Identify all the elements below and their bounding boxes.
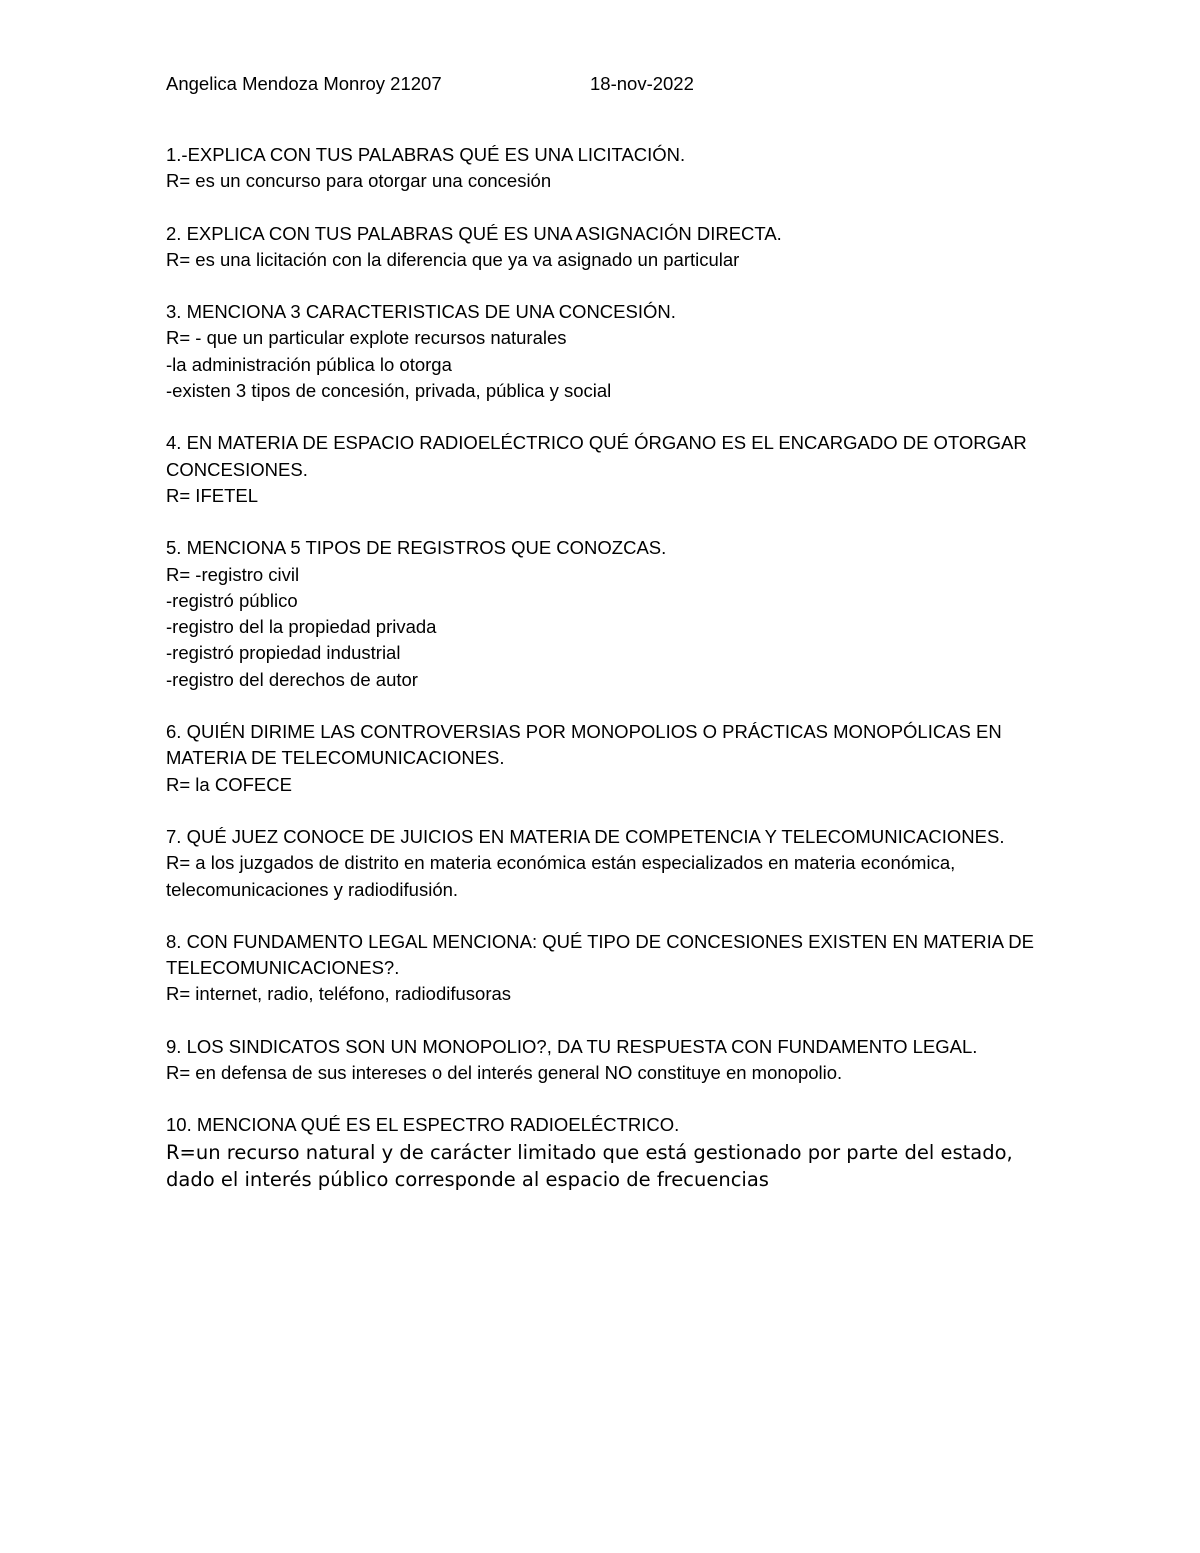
question-text: 10. MENCIONA QUÉ ES EL ESPECTRO RADIOELÉCTRICO. xyxy=(166,1114,680,1136)
answer-text: R= -registro civil xyxy=(166,563,300,585)
answer-text: -registró público xyxy=(166,589,298,611)
question-text: 6. QUIÉN DIRIME LAS CONTROVERSIAS POR MONOPOLIOS O PRÁCTICAS MONOPÓLICAS EN xyxy=(166,721,1002,743)
question-text: 4. EN MATERIA DE ESPACIO RADIOELÉCTRICO QUÉ ÓRGANO ES EL ENCARGADO DE OTORGAR xyxy=(166,432,1027,454)
answer-text: -registro del derechos de autor xyxy=(166,668,418,690)
answer-text: -registro del la propiedad privada xyxy=(166,616,437,638)
answer-text: R= la COFECE xyxy=(166,773,292,795)
question-text: 9. LOS SINDICATOS SON UN MONOPOLIO?, DA TU RESPUESTA CON FUNDAMENTO LEGAL. xyxy=(166,1035,978,1057)
document-page xyxy=(166,70,1046,1193)
answer-text: R= en defensa de sus intereses o del interés general NO constituye en monopolio. xyxy=(166,1062,843,1084)
answer-text: R= - que un particular explote recursos naturales xyxy=(166,327,567,349)
question-text: 7. QUÉ JUEZ CONOCE DE JUICIOS EN MATERIA DE COMPETENCIA Y TELECOMUNICACIONES. xyxy=(166,825,1005,847)
question-block-8 xyxy=(166,929,1046,1008)
question-text-continued: MATERIA DE TELECOMUNICACIONES. xyxy=(166,747,505,769)
answer-text: R=un recurso natural y de carácter limitado que está gestionado por parte del estado, dado el interés público corresponde al espacio de frecuencias xyxy=(166,1140,1013,1191)
question-block-9 xyxy=(166,1034,1046,1087)
student-name: Angelica Mendoza Monroy 21207 xyxy=(166,73,442,94)
question-text: 2. EXPLICA CON TUS PALABRAS QUÉ ES UNA ASIGNACIÓN DIRECTA. xyxy=(166,222,782,244)
question-text-continued: TELECOMUNICACIONES?. xyxy=(166,957,400,979)
document-header xyxy=(166,70,1046,98)
answer-text: R= es un concurso para otorgar una concesión xyxy=(166,170,552,192)
question-text-continued: CONCESIONES. xyxy=(166,458,308,480)
question-block-6 xyxy=(166,719,1046,798)
question-block-3 xyxy=(166,299,1046,404)
answer-text: telecomunicaciones y radiodifusión. xyxy=(166,878,459,900)
answer-text: R= es una licitación con la diferencia que ya va asignado un particular xyxy=(166,248,740,270)
question-text: 8. CON FUNDAMENTO LEGAL MENCIONA: QUÉ TIPO DE CONCESIONES EXISTEN EN MATERIA DE xyxy=(166,930,1034,952)
question-block-10 xyxy=(166,1112,1046,1192)
answer-text: -existen 3 tipos de concesión, privada, pública y social xyxy=(166,380,612,402)
question-text: 5. MENCIONA 5 TIPOS DE REGISTROS QUE CONOZCAS. xyxy=(166,537,667,559)
document-date: 18-nov-2022 xyxy=(590,73,694,94)
question-block-7 xyxy=(166,824,1046,903)
question-block-1 xyxy=(166,142,1046,195)
answer-text: -la administración pública lo otorga xyxy=(166,353,452,375)
question-text: 3. MENCIONA 3 CARACTERISTICAS DE UNA CONCESIÓN. xyxy=(166,301,676,323)
question-block-2 xyxy=(166,221,1046,274)
answer-text: R= IFETEL xyxy=(166,484,259,506)
answer-text: R= internet, radio, teléfono, radiodifusoras xyxy=(166,983,512,1005)
question-block-5 xyxy=(166,535,1046,693)
answer-text: R= a los juzgados de distrito en materia económica están especializados en materia económica, xyxy=(166,852,956,874)
question-block-4 xyxy=(166,430,1046,509)
answer-text: -registró propiedad industrial xyxy=(166,642,401,664)
question-text: 1.-EXPLICA CON TUS PALABRAS QUÉ ES UNA LICITACIÓN. xyxy=(166,144,686,165)
